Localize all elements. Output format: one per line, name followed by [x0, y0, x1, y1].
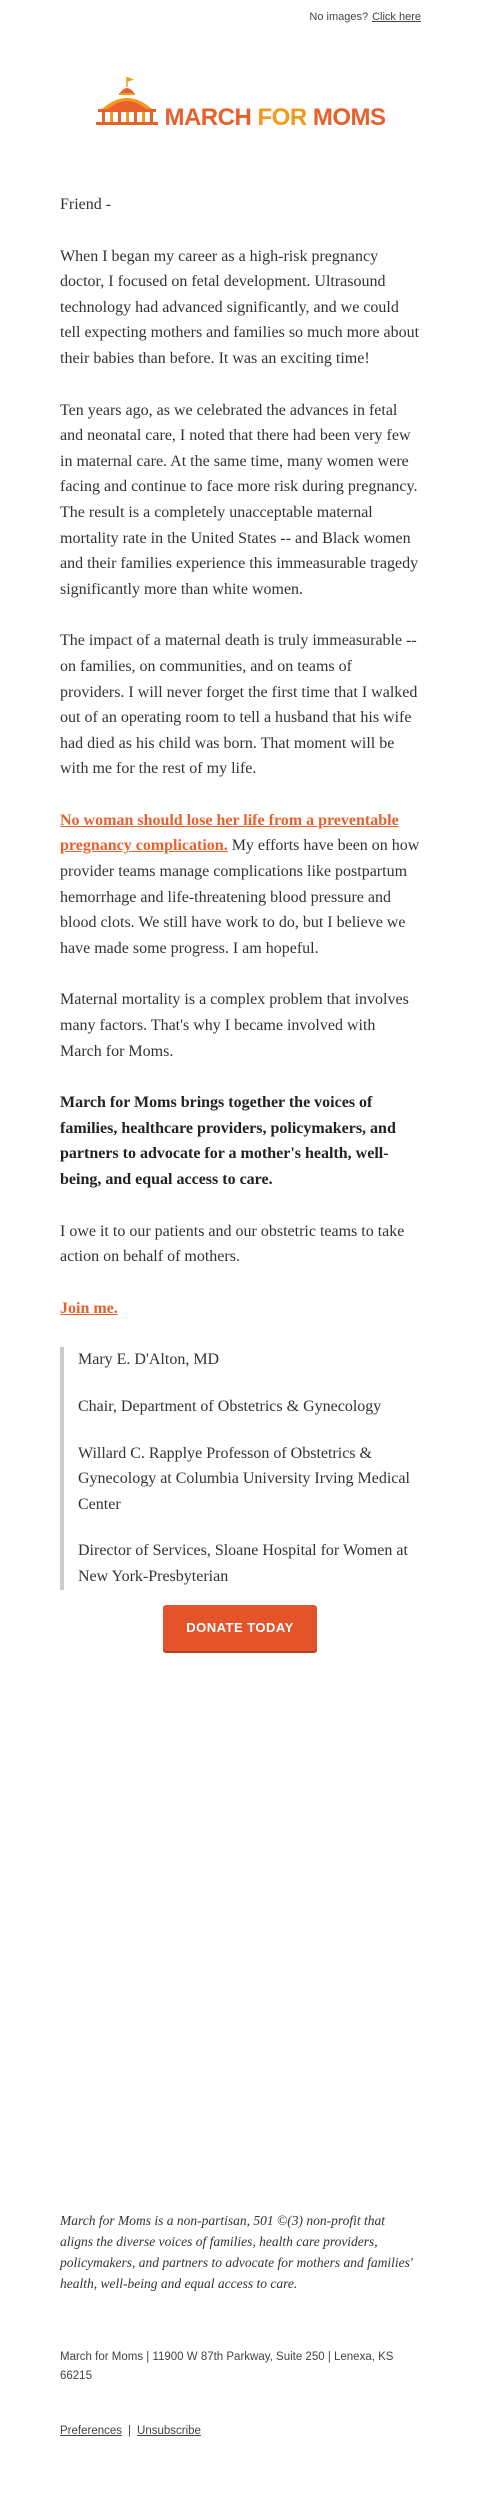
- march-for-moms-logo[interactable]: [94, 75, 385, 130]
- paragraph-owe-it: I owe it to our patients and our obstetric teams to take action on behalf of mothers.: [60, 1222, 405, 1266]
- preferences-link[interactable]: Preferences: [60, 2425, 123, 2437]
- signature-name: Mary E. D'Alton, MD: [78, 1351, 220, 1369]
- email-body: [0, 192, 480, 1651]
- click-here-link[interactable]: Click here: [372, 11, 421, 23]
- footer-separator: |: [128, 2425, 132, 2437]
- logo-wordmark: [164, 103, 386, 131]
- footer-address: March for Moms | 11900 W 87th Parkway, Suite 250 | Lenexa, KS 66215: [60, 2351, 394, 2382]
- greeting: Friend -: [60, 196, 112, 213]
- signature-title-chair: Chair, Department of Obstetrics & Gynecology: [78, 1397, 382, 1415]
- paragraph-mission-bold: March for Moms brings together the voices of families, healthcare providers, policymakers, and partners to advocate for a mother's health, well-being, and equal access to care.: [60, 1094, 396, 1188]
- logo-word-for: FOR: [257, 103, 307, 131]
- join-me-link[interactable]: Join me.: [60, 1299, 118, 1317]
- donate-area: [60, 1605, 420, 1651]
- logo-word-march: MARCH: [164, 103, 252, 131]
- logo-word-moms: MOMS: [312, 103, 386, 131]
- footer-links: [60, 2425, 201, 2437]
- signature-block: [60, 1347, 420, 1589]
- paragraph-ten-years: Ten years ago, as we celebrated the advances in fetal and neonatal care, I noted that there had been very few in maternal care. At the same time, many women were facing and continue to face more risk during pregnancy. The result is a completely unacceptable maternal mortality rate in the United States -- and Black women and their families experience this immeasurable tragedy significantly more than white women.: [60, 401, 419, 598]
- capitol-dome-icon: [94, 75, 160, 130]
- unsubscribe-link[interactable]: Unsubscribe: [137, 2425, 201, 2437]
- view-online-bar: [0, 0, 480, 34]
- paragraph-complications-text: My efforts have been on how provider teams manage complications like postpartum hemorrhage and life-threatening blood pressure and blood clots. We still have work to do, but I believe we have made some progress. I am hopeful.: [60, 837, 420, 957]
- footer-mission-statement: March for Moms is a non-partisan, 501 ©(3) non-profit that aligns the diverse voices of families, health care providers, policymakers, and partners to advocate for mothers and families' health, well-being and equal access to care.: [60, 2213, 413, 2291]
- paragraph-impact: The impact of a maternal death is truly immeasurable -- on families, on communities, and on teams of providers. I will never forget the first time that I walked out of an operating room to tell a husband that his wife had died as his child was born. That moment will be with me for the rest of my life.: [60, 632, 418, 778]
- paragraph-career: When I began my career as a high-risk pregnancy doctor, I focused on fetal development. Ultrasound technology had advanced significantly, and we could tell expecting mothers and families so much more about their babies than before. It was an exciting time!: [60, 247, 420, 367]
- preventable-complication-link[interactable]: No woman should lose her life from a preventable pregnancy complication.: [60, 811, 399, 855]
- paragraph-complications: [60, 808, 420, 962]
- join-paragraph: [60, 1296, 420, 1322]
- no-images-text: No images?: [309, 11, 369, 23]
- signature-title-director: Director of Services, Sloane Hospital for Women at New York-Presbyterian: [78, 1542, 408, 1585]
- donate-today-button[interactable]: DONATE TODAY: [163, 1605, 317, 1651]
- signature-title-professor: Willard C. Rapplye Professon of Obstetrics & Gynecology at Columbia University Irving Medical Center: [78, 1444, 410, 1513]
- header-logo-area: [0, 42, 480, 162]
- paragraph-complex-problem: Maternal mortality is a complex problem that involves many factors. That's why I became involved with March for Moms.: [60, 991, 409, 1060]
